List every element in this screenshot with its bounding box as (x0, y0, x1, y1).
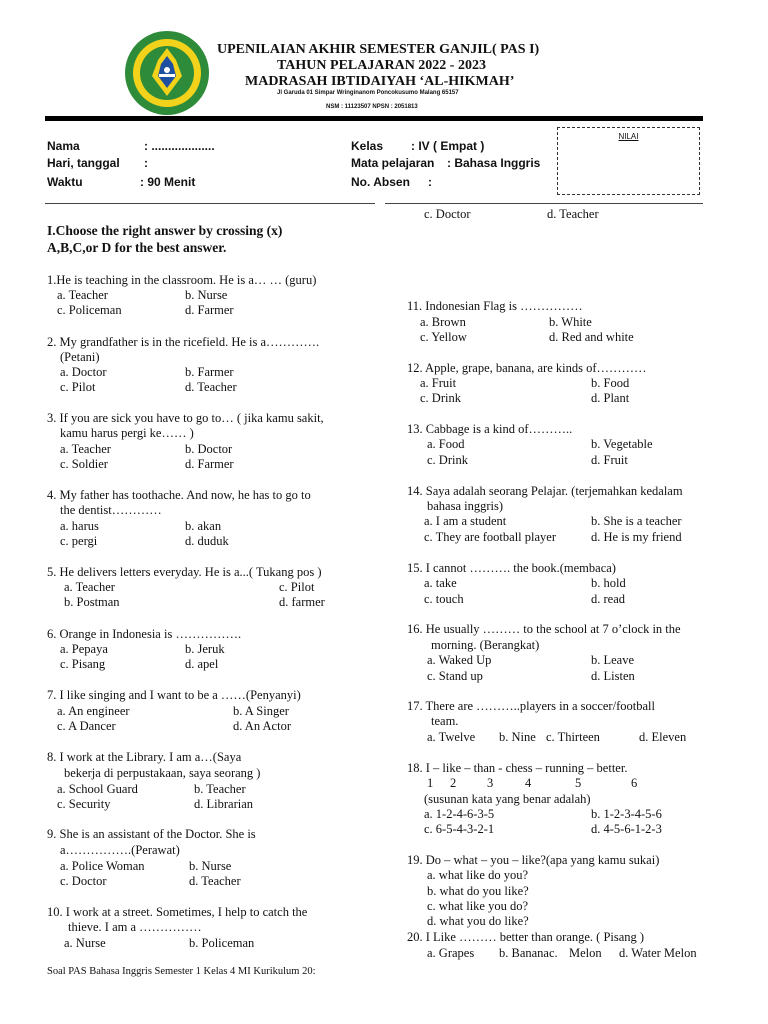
option[interactable]: a. Pepaya (60, 642, 108, 656)
question-12: 12. Apple, grape, banana, are kinds of………… (407, 361, 647, 375)
word-number: 6 (631, 776, 638, 790)
option[interactable]: c. A Dancer (57, 719, 116, 733)
kelas-value: : IV ( Empat ) (411, 139, 485, 153)
option[interactable]: c. Thirteen (546, 730, 600, 744)
hari-label: Hari, tanggal (47, 156, 120, 170)
question-16-cont: morning. (Berangkat) (431, 638, 540, 652)
option[interactable]: a. Brown (420, 315, 466, 329)
mapel-label: Mata pelajaran (351, 156, 435, 170)
nilai-label: NILAI (618, 132, 639, 141)
option[interactable]: b. akan (185, 519, 222, 533)
question-17-cont: team. (431, 714, 459, 728)
option[interactable]: b. Nurse (185, 288, 228, 302)
option[interactable]: b. Vegetable (591, 437, 653, 451)
option[interactable]: c. Doctor (60, 874, 107, 888)
question-10-cont: thieve. I am a …………… (68, 920, 202, 934)
section-instruction-2: A,B,C,or D for the best answer. (47, 240, 227, 255)
header-title-2: TAHUN PELAJARAN 2022 - 2023 (277, 58, 486, 73)
option[interactable]: c. Doctor (424, 207, 471, 221)
option[interactable]: b. Leave (591, 653, 635, 667)
word-number: 2 (450, 776, 457, 790)
waktu-label: Waktu (47, 175, 83, 189)
header-title-1: UPENILAIAN AKHIR SEMESTER GANJIL( PAS I) (217, 42, 540, 57)
option[interactable]: a. Food (427, 437, 465, 451)
option[interactable]: c. They are football player (424, 530, 557, 544)
option[interactable]: b. Doctor (185, 442, 233, 456)
option[interactable]: c. Drink (420, 391, 461, 405)
question-8: 8. I work at the Library. I am a…(Saya (47, 750, 242, 764)
option[interactable]: a. Twelve (427, 730, 476, 744)
question-1: 1.He is teaching in the classroom. He is a… … (guru) (47, 273, 317, 287)
option[interactable]: a. Waked Up (427, 653, 492, 667)
word-number: 1 (427, 776, 434, 790)
question-11: 11. Indonesian Flag is …………… (407, 299, 583, 313)
option[interactable]: d. Librarian (194, 797, 254, 811)
header-nsm: NSM : 11123507 NPSN : 2051813 (326, 104, 418, 110)
option[interactable]: c. 6-5-4-3-2-1 (424, 822, 495, 836)
option[interactable]: a. harus (60, 519, 99, 533)
option[interactable]: a. School Guard (57, 782, 138, 796)
option[interactable]: b. Bananac. (499, 946, 558, 960)
option[interactable]: d. Water Melon (619, 946, 697, 960)
question-16: 16. He usually ……… to the school at 7 o’clock in the (407, 622, 681, 636)
option[interactable]: d. He is my friend (591, 530, 682, 544)
option[interactable]: c. Yellow (420, 330, 467, 344)
option[interactable]: a. Nurse (64, 936, 106, 950)
question-3-hint: kamu harus pergi ke…… ) (60, 426, 194, 440)
question-5: 5. He delivers letters everyday. He is a...( Tukang pos ) (47, 565, 322, 579)
option[interactable]: d. Farmer (185, 457, 234, 471)
option[interactable]: d. 4-5-6-1-2-3 (591, 822, 662, 836)
option[interactable]: b. Teacher (194, 782, 246, 796)
option[interactable]: b. Nine (499, 730, 536, 744)
question-3: 3. If you are sick you have to go to… ( jika kamu sakit, (47, 411, 324, 425)
question-10: 10. I work at a street. Sometimes, I help to catch the (47, 905, 308, 919)
option[interactable]: b. Nurse (189, 859, 232, 873)
option[interactable]: d. Teacher (189, 874, 241, 888)
right-rule (385, 203, 703, 204)
option[interactable]: b. 1-2-3-4-5-6 (591, 807, 662, 821)
option[interactable]: d. Teacher (547, 207, 599, 221)
option[interactable]: b. Farmer (185, 365, 234, 379)
option[interactable]: d. what you do like? (427, 914, 529, 928)
option[interactable]: b. A Singer (233, 704, 289, 718)
option[interactable]: c. what like you do? (427, 899, 529, 913)
option[interactable]: d. read (591, 592, 626, 606)
option[interactable]: d. Fruit (591, 453, 628, 467)
option[interactable]: a. Teacher (57, 288, 108, 302)
question-2: 2. My grandfather is in the ricefield. He is a…………. (47, 335, 320, 349)
page-footer: Soal PAS Bahasa Inggris Semester 1 Kelas 4 MI Kurikulum 20: (47, 966, 316, 977)
option[interactable]: c. pergi (60, 534, 98, 548)
option[interactable]: d. apel (185, 657, 219, 671)
waktu-value: : 90 Menit (140, 175, 196, 189)
option[interactable]: c. Pilot (279, 580, 315, 594)
option[interactable]: a. I am a student (424, 514, 507, 528)
option[interactable]: b. Food (591, 376, 630, 390)
nama-field[interactable]: : ................... (144, 139, 215, 153)
option[interactable]: c. Soldier (60, 457, 108, 471)
question-17: 17. There are ………..players in a soccer/football (407, 699, 655, 713)
option[interactable]: Melon (569, 946, 602, 960)
nama-label: Nama (47, 139, 80, 153)
question-9: 9. She is an assistant of the Doctor. She is (47, 827, 256, 841)
option[interactable]: d. Listen (591, 669, 635, 683)
header-address: Jl Garuda 01 Simpar Wringinanom Poncokusumo Malang 65157 (277, 90, 459, 96)
option[interactable]: b. what do you like? (427, 884, 529, 898)
question-13: 13. Cabbage is a kind of……….. (407, 422, 573, 436)
word-number: 4 (525, 776, 532, 790)
option[interactable]: d. Farmer (185, 303, 234, 317)
question-2-hint: (Petani) (60, 350, 100, 364)
option[interactable]: c. Pisang (60, 657, 106, 671)
hari-field[interactable]: : (144, 156, 148, 170)
question-14: 14. Saya adalah seorang Pelajar. (terjemahkan kedalam (407, 484, 683, 498)
absen-field[interactable]: : (428, 175, 432, 189)
word-number: 5 (575, 776, 582, 790)
option[interactable]: d. duduk (185, 534, 229, 548)
option[interactable]: d. An Actor (233, 719, 291, 733)
question-20: 20. I Like ……… better than orange. ( Pisang ) (407, 930, 645, 944)
option[interactable]: a. take (424, 576, 457, 590)
question-14-cont: bahasa inggris) (427, 499, 504, 513)
question-4: 4. My father has toothache. And now, he has to go to (47, 488, 311, 502)
option[interactable]: b. Policeman (189, 936, 255, 950)
option[interactable]: a. Grapes (427, 946, 475, 960)
option[interactable]: b. Jeruk (185, 642, 225, 656)
option[interactable]: a. Teacher (60, 442, 111, 456)
option[interactable]: c. Pilot (60, 380, 96, 394)
option[interactable]: b. hold (591, 576, 626, 590)
kelas-label: Kelas (351, 139, 384, 153)
option[interactable]: d. Eleven (639, 730, 687, 744)
option[interactable]: b. White (549, 315, 592, 329)
option[interactable]: d. Red and white (549, 330, 634, 344)
option[interactable]: d. farmer (279, 595, 325, 609)
option[interactable]: c. touch (424, 592, 464, 606)
option[interactable]: a. An engineer (57, 704, 130, 718)
question-6: 6. Orange in Indonesia is ……………. (47, 627, 242, 641)
question-7: 7. I like singing and I want to be a ……(Penyanyi) (47, 688, 301, 702)
header-title-3: MADRASAH IBTIDAIYAH ‘AL-HIKMAH’ (245, 74, 515, 89)
option[interactable]: c. Drink (427, 453, 468, 467)
option[interactable]: c. Stand up (427, 669, 483, 683)
option[interactable]: a. Police Woman (60, 859, 145, 873)
question-18-hint: (susunan kata yang benar adalah) (424, 792, 591, 806)
option[interactable]: b. Postman (64, 595, 120, 609)
section-instruction-1: I.Choose the right answer by crossing (x) (47, 223, 283, 238)
header-divider (45, 116, 703, 121)
question-18: 18. I – like – than - chess – running – better. (407, 761, 628, 775)
option[interactable]: b. She is a teacher (591, 514, 682, 528)
option[interactable]: a. what like do you? (427, 868, 529, 882)
option[interactable]: a. Fruit (420, 376, 457, 390)
option[interactable]: c. Security (57, 797, 111, 811)
madrasah-logo (124, 30, 210, 116)
option[interactable]: c. Policeman (57, 303, 122, 317)
option[interactable]: d. Teacher (185, 380, 237, 394)
absen-label: No. Absen (351, 175, 410, 189)
question-8-cont: bekerja di perpustakaan, saya seorang ) (64, 766, 261, 780)
question-4-cont: the dentist………… (60, 503, 162, 517)
question-15: 15. I cannot ………. the book.(membaca) (407, 561, 616, 575)
word-number: 3 (487, 776, 494, 790)
option[interactable]: a. 1-2-4-6-3-5 (424, 807, 495, 821)
question-19: 19. Do – what – you – like?(apa yang kamu sukai) (407, 853, 660, 867)
option[interactable]: d. Plant (591, 391, 630, 405)
option[interactable]: a. Teacher (64, 580, 115, 594)
option[interactable]: a. Doctor (60, 365, 107, 379)
left-rule (45, 203, 375, 204)
mapel-value: : Bahasa Inggris (447, 156, 541, 170)
question-9-cont: a…………….(Perawat) (60, 843, 180, 857)
